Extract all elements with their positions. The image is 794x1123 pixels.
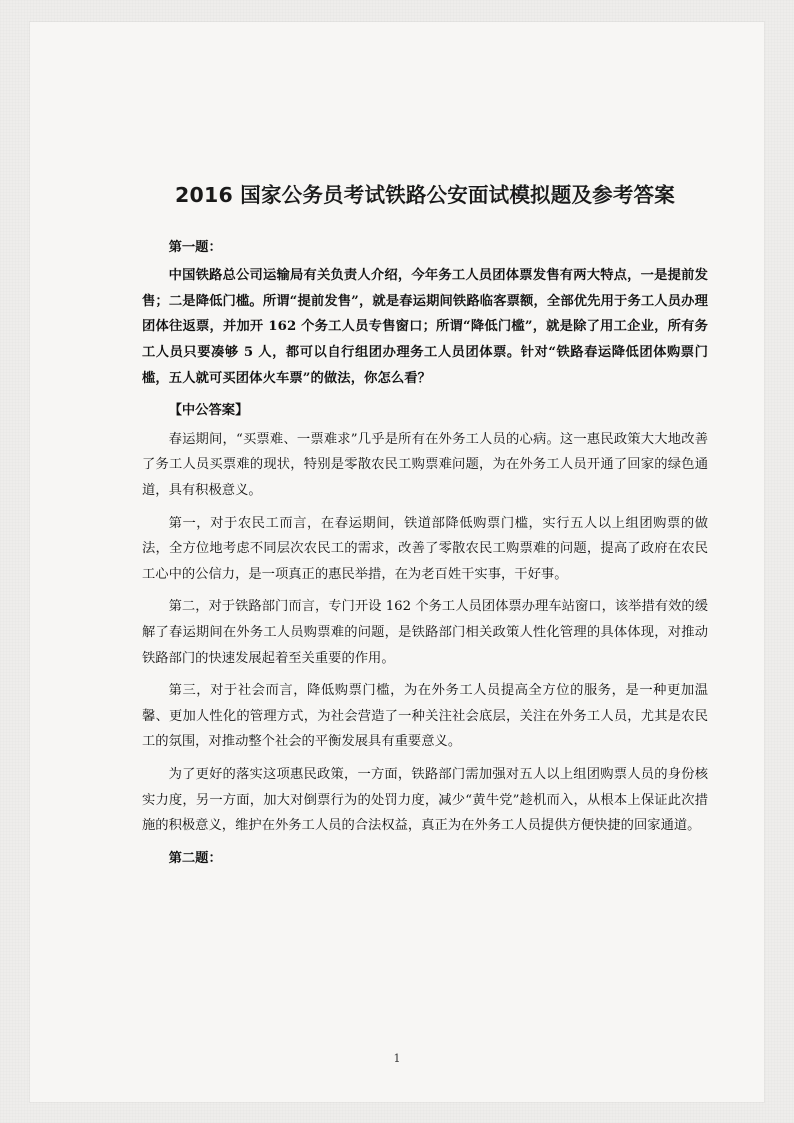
document-sheet [30,22,764,1102]
paragraph-answer-p3: 第二，对于铁路部门而言，专门开设 162 个务工人员团体票办理车站窗口，该举措有效的缓解了春运期间在外务工人员购票难的问题，是铁路部门相关政策人性化管理的具体体现，对推动铁路部门的快速发展起着至关重要的作用。 [142,599,708,666]
paragraph-answer-p4: 第三，对于社会而言，降低购票门槛，为在外务工人员提高全方位的服务，是一种更加温馨、更加人性化的管理方式，为社会营造了一种关注社会底层，关注在外务工人员，尤其是农民工的氛围，对推动整个社会的平衡发展具有重要意义。 [142,683,708,750]
document-content [142,182,708,874]
paragraph-answer-p5: 为了更好的落实这项惠民政策，一方面，铁路部门需加强对五人以上组团购票人员的身份核实力度，另一方面，加大对倒票行为的处罚力度，减少“黄牛党”趁机而入，从根本上保证此次措施的积极意义，维护在外务工人员的合法权益，真正为在外务工人员提供方便快捷的回家通道。 [142,766,708,834]
paragraph-q2-label: 第二题： [168,850,222,866]
page-title: 2016 国家公务员考试铁路公安面试模拟题及参考答案 [175,183,675,207]
document-body [142,235,708,872]
paragraph-q1-label: 第一题： [168,239,222,255]
paragraph-answer-p2: 第一，对于农民工而言，在春运期间，铁道部降低购票门槛，实行五人以上组团购票的做法，全方位地考虑不同层次农民工的需求，改善了零散农民工购票难的问题，提高了政府在农民工心中的公信力，是一项真正的惠民举措，在为老百姓干实事，干好事。 [142,515,708,582]
paragraph-q1-body: 中国铁路总公司运输局有关负责人介绍，今年务工人员团体票发售有两大特点，一是提前发售；二是降低门槛。所谓“提前发售”，就是春运期间铁路临客票额，全部优先用于务工人员办理团体往返票，并加开 162 个务工人员专售窗口；所谓“降低门槛”，就是除了用工企业，所有务工人员只要凑够 5 人，都可以自行组团办理务工人员团体票。针对“铁路春运降低团体购票门槛，五人就可买团体火车票”的做法，你怎么看？ [142,268,708,386]
paragraph-answer-label: 【中公答案】 [168,403,249,419]
paragraph-answer-p1: 春运期间，“买票难、一票难求”几乎是所有在外务工人员的心病。这一惠民政策大大地改善了务工人员买票难的现状，特别是零散农民工购票难问题，为在外务工人员开通了回家的绿色通道，具有积极意义。 [142,431,708,498]
page-number: 1 [393,1052,401,1065]
